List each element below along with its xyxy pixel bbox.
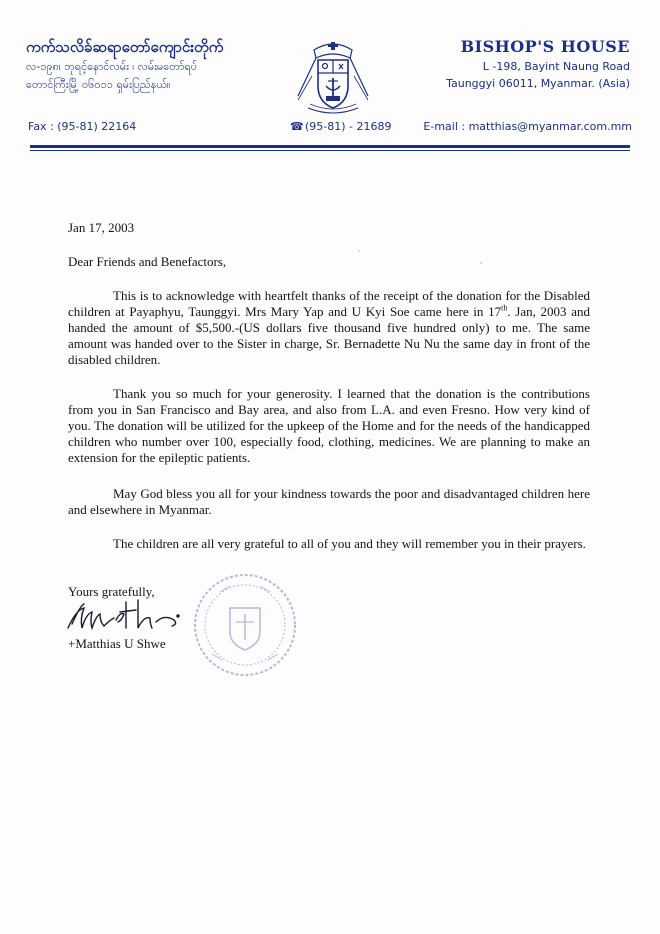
bishop-crest-icon: [292, 36, 374, 118]
house-name: BISHOP'S HOUSE: [460, 37, 630, 56]
burmese-address-line-1: လ-၁၉၈၊ ဘုရင့်နောင်လမ်း ၊ လမ်းမတော်ရပ်: [26, 60, 198, 73]
telephone-icon: ☎: [290, 120, 304, 133]
address-line-2: Taunggyi 06011, Myanmar. (Asia): [446, 77, 630, 90]
paragraph-thanks: Thank you so much for your generosity. I learned that the donation is the contributions from you in San Francisco and Bay area, and also from L.A. and even Fresno. How very kind of you. The donation will be utilized for the upkeep of the Home and for the needs of the handicapped children who number over 100, especially food, clothing, medicines. We are planning to make an extension for the epileptic patients.: [68, 386, 590, 465]
burmese-letterhead: [26, 36, 276, 94]
faded-seal-stamp: [190, 570, 300, 680]
scan-speck: [480, 262, 482, 264]
letter-date: Jan 17, 2003: [68, 220, 135, 235]
ordinal-suffix: th: [501, 303, 508, 313]
email-address: E-mail : matthias@myanmar.com.mm: [423, 120, 632, 133]
paragraph-gratitude: The children are all very grateful to all of you and they will remember you in their prayers.: [113, 536, 586, 551]
fax-number: Fax : (95-81) 22164: [28, 120, 137, 133]
address-line-1: L -198, Bayint Naung Road: [482, 60, 630, 73]
paragraph-1-text-continued: . Jan, 2003 and handed the amount of $5,500.-(US dollars five thousand five hundred only) to me. The same amount was handed over to the Sister in charge, Sr. Bernadette Nu Nu the same day in front of the disabled children.: [68, 304, 590, 367]
burmese-title: ကက်သလိခ်ဆရာတော်ကျောင်းတိုက်: [26, 38, 224, 56]
phone-number: (95-81) - 21689: [305, 120, 392, 133]
burmese-address-line-2: တောင်ကြီးမြို့ ၀၆၀၁၁ ရှမ်းပြည်နယ်။: [26, 78, 171, 91]
signer-name: +Matthias U Shwe: [68, 636, 166, 651]
paragraph-acknowledgement: [68, 288, 590, 368]
closing: Yours gratefully,: [68, 584, 155, 599]
header-rule-thick: [30, 145, 630, 148]
paragraph-blessing: May God bless you all for your kindness towards the poor and disadvantaged children here and elsewhere in Myanmar.: [68, 486, 590, 517]
paragraph-1-text: This is to acknowledge with heartfelt thanks of the receipt of the donation for the Disabled children at Payaphyu, Taunggyi. Mrs Mary Yap and U Kyi Soe came here in 17: [68, 288, 590, 319]
phone-contact: [290, 120, 392, 133]
salutation: Dear Friends and Benefactors,: [68, 254, 227, 269]
handwritten-signature: [66, 598, 186, 640]
english-letterhead: [400, 36, 630, 92]
scan-speck: [358, 250, 360, 252]
header-rule-thin: [30, 150, 630, 151]
